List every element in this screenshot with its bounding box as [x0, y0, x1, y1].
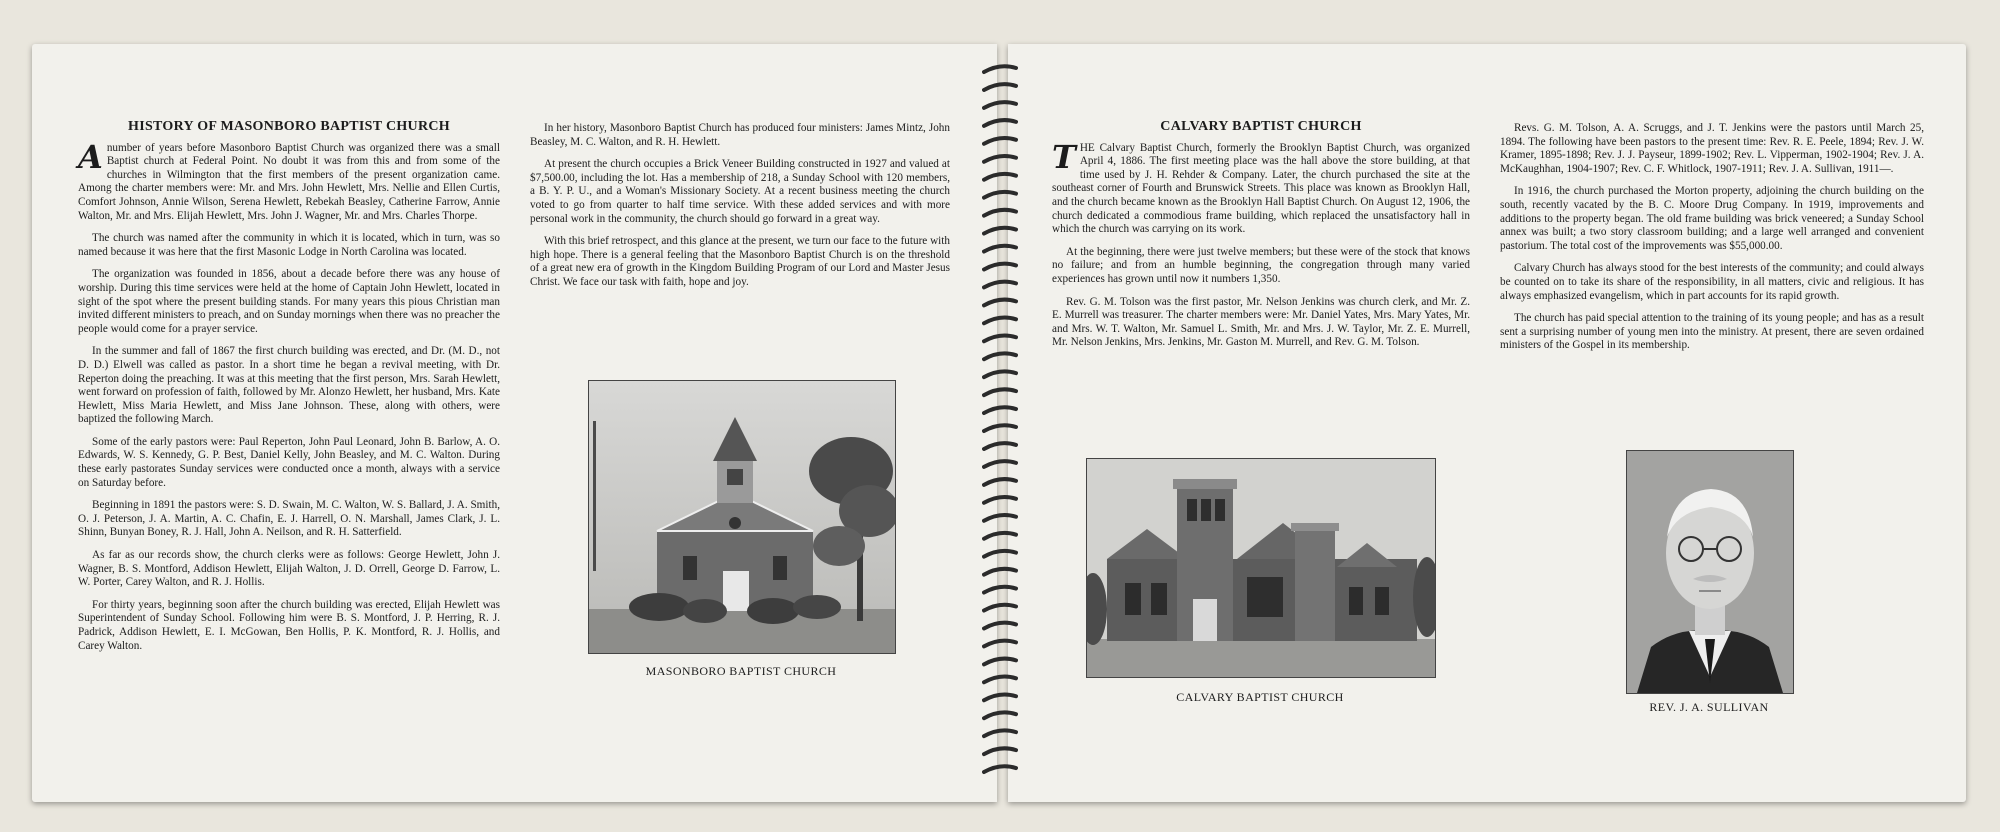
binding-coil [984, 587, 1016, 593]
binding-coil [984, 515, 1016, 521]
paragraph: Calvary Church has always stood for the best interests of the community; and could always be counted on to take its share of the responsibility, in all matters, civic and religious. It has always emphasized evangelism, which in part accounts for its rapid growth. [1500, 262, 1924, 302]
binding-coil [984, 335, 1016, 341]
binding-coil [984, 407, 1016, 413]
binding-coil [984, 677, 1016, 683]
binding-coil [984, 353, 1016, 359]
binding-coil [984, 228, 1016, 234]
church-illustration [1087, 459, 1435, 677]
binding-coil [984, 102, 1016, 108]
binding-coil [984, 246, 1016, 252]
paragraph: The church was named after the community in which it is located, which in turn, was so named because it was here that the first Masonic Lodge in North Carolina was located. [78, 232, 500, 258]
paragraph: For thirty years, beginning soon after the church building was erected, Elijah Hewlett was Superintendent of Sunday School. Following him were B. S. Montford, J. P. Herring, R. J. Padrick, Addison Hewlett, E. I. McGowan, Ben Hollis, P. K. Montford, R. J. Hollis, and Carey Walton. [78, 598, 500, 652]
binding-coil [984, 371, 1016, 377]
binding-coil [984, 730, 1016, 736]
paragraph: Anumber of years before Masonboro Baptist Church was organized there was a small Baptist church at Federal Point. No doubt it was from this and from some of the churches in Wilmington that the first members of the present organization came. Among the charter members were: Mr. and Mrs. John Hewlett, Mrs. Nellie and Ellen Curtis, Comfort Johnson, Annie Wilson, Serena Hewlett, Rebekah Beasley, Catherine Farrow, Annie Walton, Mr. and Mrs. Elijah Hewlett, Mrs. John J. Wagner, Mr. and Mrs. Charles Thorpe. [78, 137, 500, 222]
spiral-binding [982, 62, 1018, 788]
binding-coil [984, 479, 1016, 485]
binding-coil [984, 66, 1016, 72]
binding-coil [984, 84, 1016, 90]
left-page [32, 44, 997, 802]
binding-coil [984, 551, 1016, 557]
paragraph: Rev. G. M. Tolson was the first pastor, Mr. Nelson Jenkins was church clerk, and Mr. Z. E. Murrell was treasurer. The charter members were: Mr. Daniel Yates, Mrs. Mary Yates, Mr. and Mrs. W. T. Walton, Mr. Samuel L. Smith, Mr. and Mrs. J. W. Taylor, Mr. Z. E. Murrell, Mr. Nelson Jenkins, Mrs. Jenkins, Mr. Gaston M. Murrell, and Rev. G. M. Tolson. [1052, 295, 1470, 349]
binding-coil [984, 300, 1016, 306]
paragraph: As far as our records show, the church clerks were as follows: George Hewlett, John J. Wagner, B. S. Montford, Addison Hewlett, Elijah Walton, J. D. Orrell, George D. Farrow, L. W. Porter, Carey Walton, and R. J. Hollis. [78, 549, 500, 589]
binding-coil [984, 174, 1016, 180]
paragraph: Beginning in 1891 the pastors were: S. D. Swain, M. C. Walton, W. S. Ballard, J. A. Smith, O. J. Peterson, J. A. Martin, A. C. Chafin, E. J. Harrell, O. N. Marshall, James Clark, J. L. Shinn, Bunyan Boney, R. J. Hall, John A. Neilson, and R. H. Satterfield. [78, 499, 500, 539]
binding-coil [984, 641, 1016, 647]
binding-coil [984, 461, 1016, 467]
masonboro-photo-caption: MASONBORO BAPTIST CHURCH [645, 664, 837, 678]
binding-coil [984, 264, 1016, 270]
masonboro-church-photo [588, 380, 896, 654]
dropcap: A [78, 137, 103, 176]
paragraph: The organization was founded in 1856, about a decade before there was any house of worship. During this time services were held at the home of Captain John Hewlett, located in sight of the spot where the present building stands. For many years this pious Christian man invited different ministers to preach, and on Sunday mornings when there was no preacher the people would come for a prayer service. [78, 268, 500, 335]
binding-coil [984, 748, 1016, 754]
binding-coil [984, 605, 1016, 611]
binding-coil [984, 425, 1016, 431]
paragraph: The church has paid special attention to the training of its young people; and has as a result sent a surprising number of young men into the ministry. At present, there are seven ordained ministers of the Gospel in its membership. [1500, 312, 1924, 352]
paragraph: At present the church occupies a Brick Veneer Building constructed in 1927 and valued at $7,500.00, including the lot. Has a membership of 218, a Sunday School with 120 members, a B. Y. P. U., and a Woman's Missionary Society. At a recent business meeting the church voted to go from quarter to half time service. With these added services and with more personal work in the community, the church should go forward in a great way. [530, 158, 950, 225]
paragraph: Revs. G. M. Tolson, A. A. Scruggs, and J. T. Jenkins were the pastors until March 25, 1894. The following have been pastors to the present time: Rev. R. E. Peele, 1894; Rev. J. W. Kramer, 1895-1898; Rev. J. J. Payseur, 1899-1902; Rev. L. Vipperman, 1902-1904; Rev. J. A. McKaughhan, 1904-1907; Rev. C. F. Whitlock, 1907-1911; Rev. J. A. Sullivan, 1911—. [1500, 122, 1924, 175]
binding-coil [984, 282, 1016, 288]
paragraph: In 1916, the church purchased the Morton property, adjoining the church building on the south, recently vacated by the B. C. Moore Drug Company. In 1919, improvements and additions to the property began. The old frame building was brick veneered; a Sunday School annex was built; a two story classroom building; and a large well arranged and convenient pastorium. The total cost of the improvements was $55,000.00. [1500, 185, 1924, 252]
calvary-church-photo [1086, 458, 1436, 678]
binding-coil [984, 694, 1016, 700]
dropcap: T [1052, 137, 1076, 176]
binding-coil [984, 443, 1016, 449]
binding-coil [984, 623, 1016, 629]
paragraph: THE Calvary Baptist Church, formerly the Brooklyn Baptist Church, was organized April 4, 1886. The first meeting place was the hall above the store building, at that time used by J. H. Rehder & Company. Later, the church purchased the site at the southeast corner of Fourth and Brunswick Streets. This place was known as Brooklyn Hall, and the church became known as the Brooklyn Hall Baptist Church. On August 12, 1906, the church dedicated a commodious frame building, which replaced the unsatisfactory hall in which the church was carrying on its work. [1052, 137, 1470, 236]
binding-coil [984, 389, 1016, 395]
left-column-1 [78, 120, 500, 662]
masonboro-history-title: HISTORY OF MASONBORO BAPTIST CHURCH [128, 119, 450, 134]
sullivan-portrait-caption: REV. J. A. SULLIVAN [1649, 700, 1769, 714]
church-illustration [589, 381, 895, 653]
binding-coil [984, 192, 1016, 198]
paragraph: In her history, Masonboro Baptist Church has produced four ministers: James Mintz, John Beasley, M. C. Walton, and R. H. Hewlett. [530, 122, 950, 148]
calvary-church-title: CALVARY BAPTIST CHURCH [1160, 119, 1362, 134]
binding-coil [984, 156, 1016, 162]
sullivan-portrait-photo [1626, 450, 1794, 694]
binding-coil [984, 497, 1016, 503]
binding-coils [984, 66, 1016, 772]
binding-coil [984, 569, 1016, 575]
binding-coil [984, 659, 1016, 665]
right-page [1008, 44, 1966, 802]
paragraph: At the beginning, there were just twelve members; but these were of the stock that knows no failure; and from an humble beginning, the congregation through many varied experiences has grown until now it numbers 1,350. [1052, 245, 1470, 285]
paragraph: In the summer and fall of 1867 the first church building was erected, and Dr. (M. D., not D. D.) Elwell was called as pastor. In a short time he began a revival meeting, with Dr. Reperton doing the preaching. It was at this meeting that the first person, Mrs. Sarah Hewlett, went forward on profession of faith, followed by Mr. Alonzo Hewlett, her husband, Mrs. Kate Hewlett, Miss Maria Hewlett, and Miss Jane Johnson. These, along with others, were baptized the following March. [78, 345, 500, 426]
portrait-illustration [1627, 451, 1793, 693]
right-column-1 [1052, 120, 1470, 359]
binding-coil [984, 318, 1016, 324]
paragraph: With this brief retrospect, and this glance at the present, we turn our face to the future with high hope. There is a general feeling that the Masonboro Baptist Church is on the threshold of a great new era of growth in the Kingdom Building Program of our Lord and Master Jesus Christ. We face our task with faith, hope and joy. [530, 235, 950, 288]
left-column-2 [530, 122, 950, 299]
binding-coil [984, 120, 1016, 126]
calvary-photo-caption: CALVARY BAPTIST CHURCH [1176, 690, 1344, 704]
binding-coil [984, 766, 1016, 772]
paragraph: Some of the early pastors were: Paul Reperton, John Paul Leonard, John B. Barlow, A. O. Edwards, W. S. Kennedy, G. P. Best, Daniel Kelly, John Beasley, and M. C. Walton. During these early pastorates Sunday services were conducted once a month, always with a service on Saturday before. [78, 435, 500, 489]
binding-coil [984, 712, 1016, 718]
binding-coil [984, 533, 1016, 539]
binding-coil [984, 138, 1016, 144]
right-column-2 [1500, 122, 1924, 362]
binding-coil [984, 210, 1016, 216]
